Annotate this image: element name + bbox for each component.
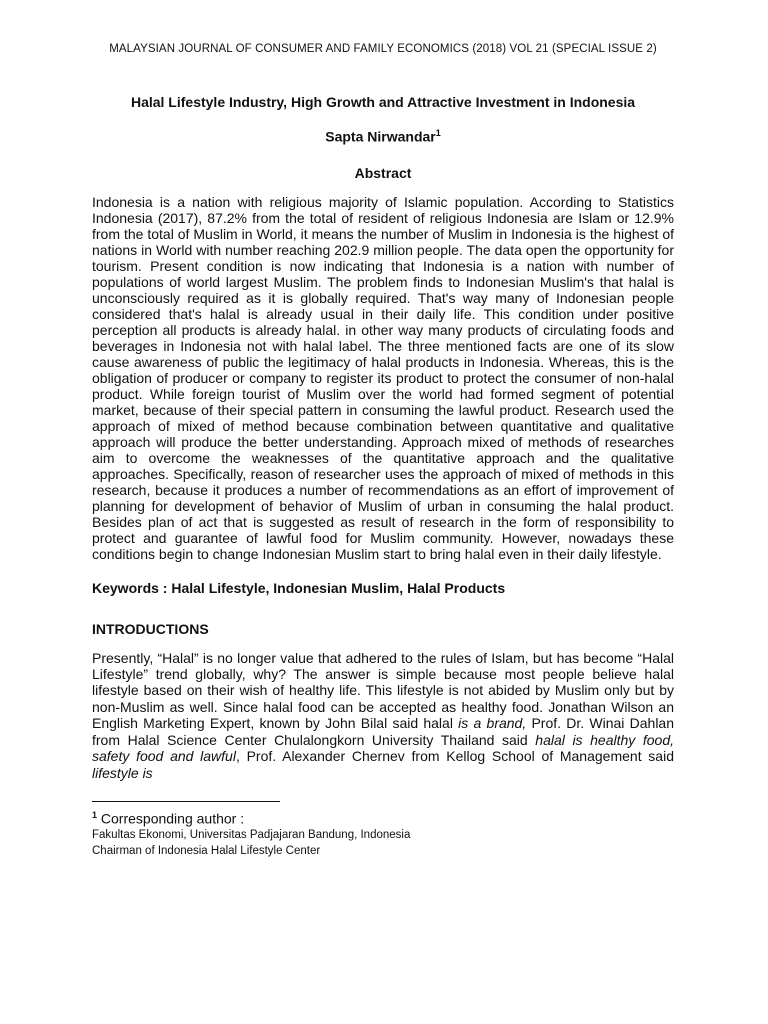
intro-italic-2: halal is healthy food, safety food and lawful bbox=[92, 731, 675, 765]
author-footnote-marker: 1 bbox=[435, 128, 441, 138]
intro-italic-3: lifestyle is bbox=[92, 764, 153, 781]
footnote-position: Chairman of Indonesia Halal Lifestyle Center bbox=[92, 844, 321, 857]
paper-title: Halal Lifestyle Industry, High Growth and Attractive Investment in Indonesia bbox=[130, 94, 636, 110]
footnote-marker: 1 bbox=[92, 809, 98, 820]
paper-page bbox=[92, 40, 674, 859]
abstract-body: Indonesia is a nation with religious majority of Islamic population. According to Statistics Indonesia (2017), 87.2% from the total of resident of religious Indonesia are Islam or 12.9% from the total of Muslim in World, it means the number of Muslim in Indonesia is the highest of nations in World with number reaching 202.9 million people. The data open the opportunity for tourism. Present condition is now indicating that Indonesia is a nation with number of populations of world largest Muslim. The problem finds to Indonesian Muslim's that halal is unconsciously required as it is globally required. That's way many of Indonesian people considered that's halal is already usual in their daily life. This condition under positive perception all products is already halal. in other way many products of circulating foods and beverages in Indonesia not with halal label. The three mentioned facts are one of its slow cause awareness of public the legitimacy of halal products in Indonesia. Whereas, this is the obligation of producer or company to register its product to protect the consumer of non-halal product. While foreign tourist of Muslim over the world had formed segment of potential market, because of their special pattern in consuming the lawful product. Research used the approach of mixed of method because combination between quantitative and qualitative approach will produce the better understanding. Approach mixed of methods of researches aim to overcome the weaknesses of the quantitative approach and the qualitative approaches. Specifically, reason of researcher uses the approach of mixed of methods in this research, because it produces a number of recommendations as an effort of improvement of planning for development of behavior of Muslim of urban in consuming the halal product. Besides plan of act that is suggested as result of research in the form of responsibility to protect and guarantee of lawful food for Muslim community. However, nowadays these conditions begin to change Indonesian Muslim start to bring halal even in their daily lifestyle. bbox=[92, 193, 674, 562]
intro-text-3: , Prof. Alexander Chernev from Kellog School of Management said bbox=[235, 748, 674, 765]
footnote-label: Corresponding author : bbox=[97, 810, 245, 827]
introduction-body bbox=[92, 650, 674, 781]
author-name: Sapta Nirwandar bbox=[325, 128, 436, 145]
abstract-heading: Abstract bbox=[354, 164, 412, 181]
author-line bbox=[92, 128, 674, 145]
intro-text-2: Prof. Dr. Winai Dahlan from Halal Science Center Chulalongkorn University Thailand said bbox=[92, 715, 674, 748]
intro-text-1: Presently, “Halal” is no longer value that adhered to the rules of Islam, but has become “Halal Lifestyle” trend globally, why? The answer is simple because most people believe halal lifestyle based on their wish of healthy life. This lifestyle is not abided by Muslim only but by non-Muslim as well. Since halal food can be accepted as healthy food. Jonathan Wilson an English Marketing Expert, known by John Bilal said halal bbox=[92, 649, 674, 732]
journal-header: MALAYSIAN JOURNAL OF CONSUMER AND FAMILY ECONOMICS (2018) VOL 21 (SPECIAL ISSUE 2) bbox=[109, 43, 657, 55]
footnote-divider bbox=[92, 801, 280, 802]
footnote-heading bbox=[92, 810, 674, 827]
keywords: Keywords : Halal Lifestyle, Indonesian Muslim, Halal Products bbox=[92, 579, 506, 596]
introduction-heading: INTRODUCTIONS bbox=[92, 620, 209, 637]
footnote-affiliation: Fakultas Ekonomi, Universitas Padjajaran Bandung, Indonesia bbox=[92, 828, 411, 841]
intro-italic-1: is a brand, bbox=[458, 715, 527, 732]
